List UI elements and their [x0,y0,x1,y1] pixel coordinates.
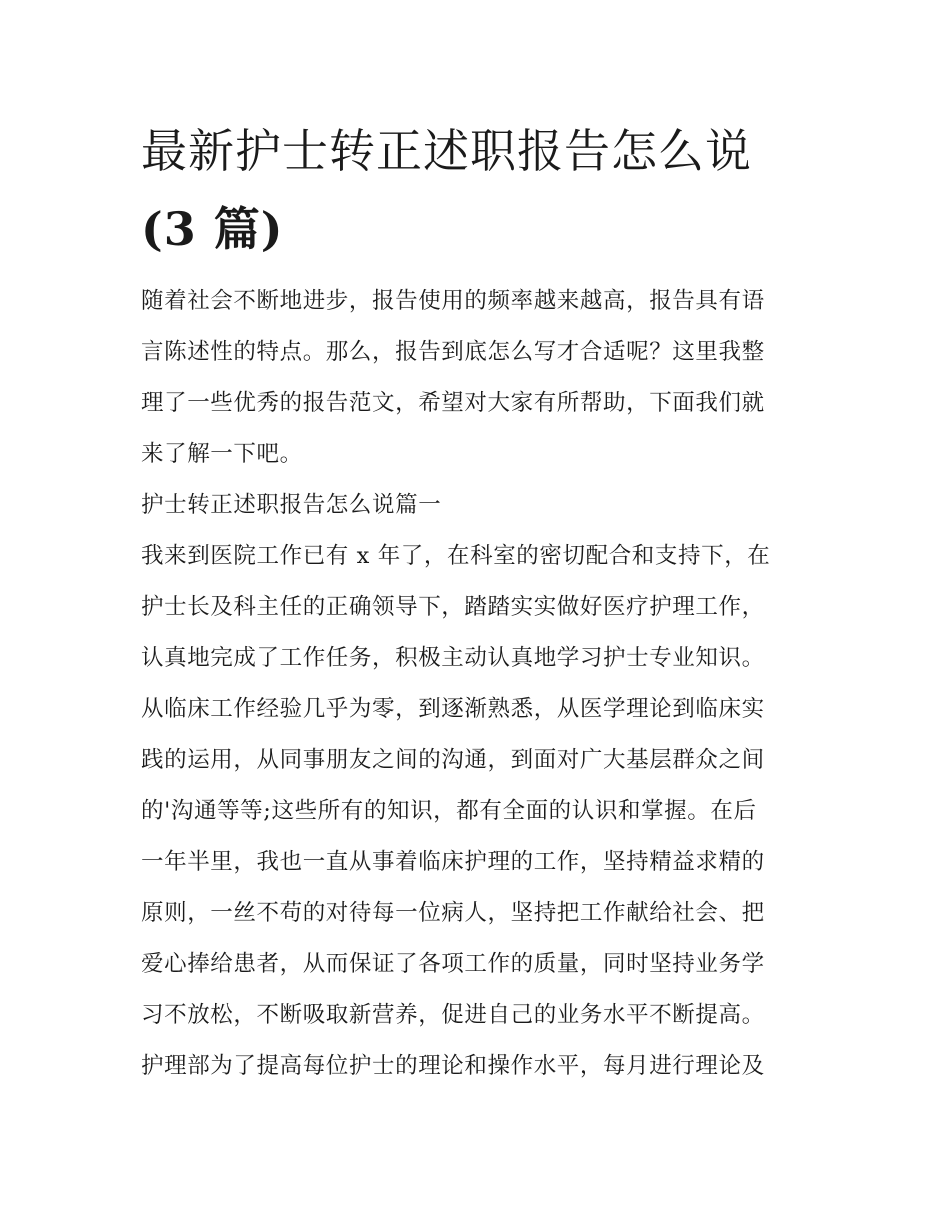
title-line-2: (3 篇) [141,202,284,256]
paragraph-line-2: 护士长及科主任的正确领导下，踏踏实实做好医疗护理工作， [141,594,765,620]
paragraph-line-7: 一年半里，我也一直从事着临床护理的工作，坚持精益求精的 [141,849,765,875]
paragraph-line-4: 从临床工作经验几乎为零，到逐渐熟悉，从医学理论到临床实 [141,696,765,722]
paragraph-line-3: 认真地完成了工作任务，积极主动认真地学习护士专业知识。 [141,645,765,671]
paragraph-line-9: 爱心捧给患者，从而保证了各项工作的质量，同时坚持业务学 [141,951,765,977]
section-heading-1: 护士转正述职报告怎么说篇一 [141,492,442,518]
paragraph-line-11: 护理部为了提高每位护士的理论和操作水平，每月进行理论及 [141,1053,765,1079]
paragraph-line-1: 我来到医院工作已有 x 年了，在科室的密切配合和支持下，在 [141,543,771,569]
title-line-1: 最新护士转正述职报告怎么说 [141,124,752,178]
document-body [141,276,821,1092]
intro-line-2: 言陈述性的特点。那么，报告到底怎么写才合适呢？这里我整 [141,339,765,365]
paragraph-line-8: 原则，一丝不苟的对待每一位病人，坚持把工作献给社会、把 [141,900,765,926]
document-title [141,112,821,268]
paragraph-line-5: 践的运用，从同事朋友之间的沟通，到面对广大基层群众之间 [141,747,765,773]
paragraph-line-6: 的'沟通等等;这些所有的知识，都有全面的认识和掌握。在后 [141,798,757,824]
intro-line-1: 随着社会不断地进步，报告使用的频率越来越高，报告具有语 [141,288,765,314]
paragraph-line-10: 习不放松，不断吸取新营养，促进自己的业务水平不断提高。 [141,1002,765,1028]
intro-line-4: 来了解一下吧。 [141,441,303,467]
intro-line-3: 理了一些优秀的报告范文，希望对大家有所帮助，下面我们就 [141,390,765,416]
